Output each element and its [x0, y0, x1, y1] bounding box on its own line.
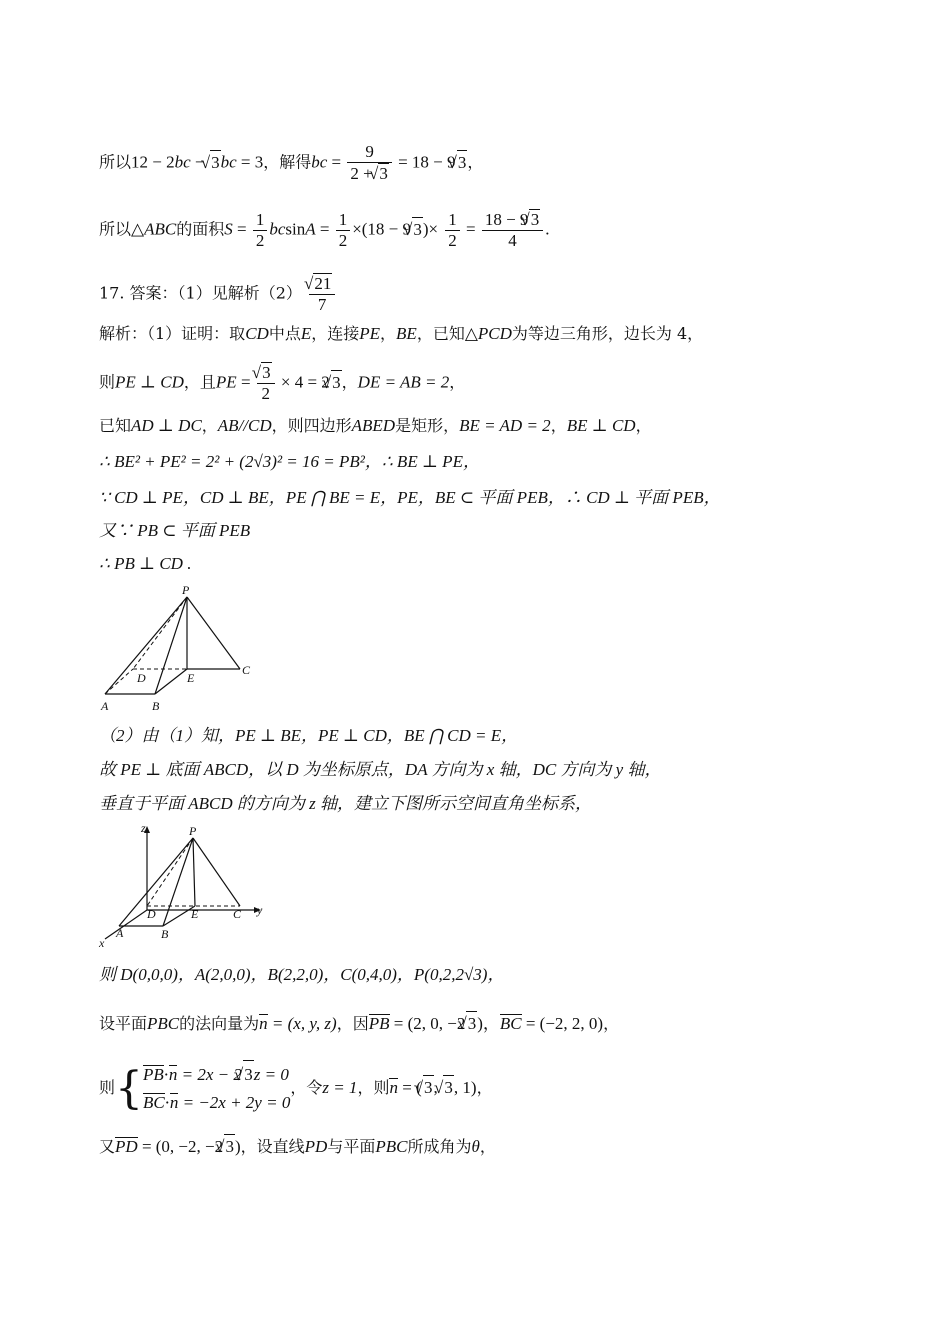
line-area: [99, 209, 550, 251]
sqrt: √ 3: [457, 150, 468, 175]
fraction: √ $\frac{3}{2}$: [257, 362, 275, 404]
label-p: P: [182, 583, 190, 597]
line-part2-3: 垂直于平面 ABCD 的方向为 z 轴，建立下图所示空间直角坐标系，: [99, 794, 592, 813]
label-a: A: [101, 699, 109, 713]
line-analysis-1: 解析：（1）证明：取CD中点E，连接PE，BE，已知△PCD为等边三角形，边长为 4，: [99, 324, 704, 343]
label-c: C: [233, 907, 242, 921]
sqrt: √ 3: [210, 150, 221, 175]
math: =: [232, 219, 251, 239]
label-z: z: [141, 822, 146, 835]
fraction: $\frac{1}{2}$: [336, 210, 351, 251]
math: = 3: [236, 152, 264, 172]
line-part2-2: 故 PE ⊥ 底面 ABCD，以 D 为坐标原点，DA 方向为 x 轴，DC 方向为 y 轴，: [99, 760, 662, 779]
math: =: [327, 152, 346, 172]
label-y: y: [257, 903, 263, 917]
math: .: [545, 219, 550, 239]
line-part2-1: （2）由（1）知，PE ⊥ BE，PE ⊥ CD，BE ⋂ CD = E，: [99, 726, 519, 745]
label-b: B: [161, 927, 169, 941]
label-d: D: [137, 671, 146, 685]
label-e: E: [191, 907, 199, 921]
label-x: x: [99, 936, 105, 950]
math: )×: [422, 219, 439, 239]
label-e: E: [187, 671, 195, 685]
fraction: $\frac{18 - 9√ 3}{4}$: [482, 209, 543, 251]
math: bc: [311, 152, 328, 172]
math: bc: [174, 152, 191, 172]
text: 的面积: [176, 219, 225, 239]
math: = 18 − 9: [393, 152, 456, 172]
text: 所以: [99, 219, 132, 239]
line-rectangle: 已知AD ⊥ DC，AB//CD，则四边形ABED是矩形，BE = AD = 2，BE ⊥ CD，: [99, 416, 652, 435]
line-answer-17: [99, 273, 337, 315]
text: ，解得: [263, 152, 312, 172]
math: −: [190, 152, 209, 172]
line-pb-in-plane: 又∵ PB ⊂ 平面 PEB: [99, 521, 251, 540]
line-coordinates: 则 D(0,0,0)，A(2,0,0)，B(2,2,0)，C(0,4,0)，P(0,2,2√3)，: [99, 965, 505, 984]
math: bc: [269, 219, 286, 239]
fraction: √ $\frac{21}{7}$: [309, 273, 335, 315]
label-b: B: [152, 699, 160, 713]
sqrt: √ 3: [412, 217, 423, 242]
line-pe-length: 则PE ⊥ CD，且PE = √ $\frac{3}{2}$ × 4 = 2√ 3，DE = AB = 2，: [99, 362, 465, 404]
line-bc-solution: [99, 142, 483, 184]
line-perpendicular: ∵ CD ⊥ PE，CD ⊥ BE，PE ⋂ BE = E，PE，BE ⊂ 平面 PEB，∴ CD ⊥ 平面 PEB，: [99, 488, 721, 507]
math: ×(18 − 9: [352, 219, 412, 239]
line-normal-vector: 设平面PBC的法向量为n = (x, y, z)，因PB = (2, 0, −2√ 3)，BC = (−2, 2, 0)，: [99, 1011, 619, 1036]
line-pd-vector: 又PD = (0, −2, −2√ 3)，设直线PD与平面PBC所成角为θ，: [99, 1134, 496, 1159]
math: △ABC: [131, 219, 177, 239]
label-c: C: [242, 663, 251, 677]
math: bc: [220, 152, 237, 172]
label-a: A: [116, 926, 124, 940]
text: 17. 答案：（1）见解析（2）: [99, 283, 302, 303]
math: S: [224, 219, 233, 239]
math: sin: [285, 219, 306, 239]
line-pythagoras: ∴ BE² + PE² = 2² + (2√3)² = 16 = PB²，∴ BE ⊥ PE，: [99, 452, 480, 471]
fraction: $\frac{9}{2 + √ 3}$: [347, 142, 391, 184]
label-d: D: [147, 907, 156, 921]
line-system: 则{ PB·n = 2x − 2√ 3z = 0 BC·n = −2x + 2y = 0 ，令z = 1，则n = (√ 3, √ 3, 1)，: [99, 1060, 493, 1117]
text: 所以: [99, 152, 132, 172]
pyramid-figure-1: [95, 583, 265, 718]
coordinate-figure-2: [95, 822, 275, 952]
text: ，: [467, 152, 484, 172]
label-p: P: [189, 824, 197, 838]
equation-system: PB·n = 2x − 2√ 3z = 0 BC·n = −2x + 2y = 0: [143, 1060, 290, 1117]
math: A: [305, 219, 316, 239]
fraction: $\frac{1}{2}$: [445, 210, 460, 251]
fraction: $\frac{1}{2}$: [253, 210, 268, 251]
math: =: [461, 219, 480, 239]
math: 12 − 2: [131, 152, 175, 172]
math: =: [315, 219, 334, 239]
line-conclusion-1: ∴ PB ⊥ CD .: [99, 554, 192, 573]
